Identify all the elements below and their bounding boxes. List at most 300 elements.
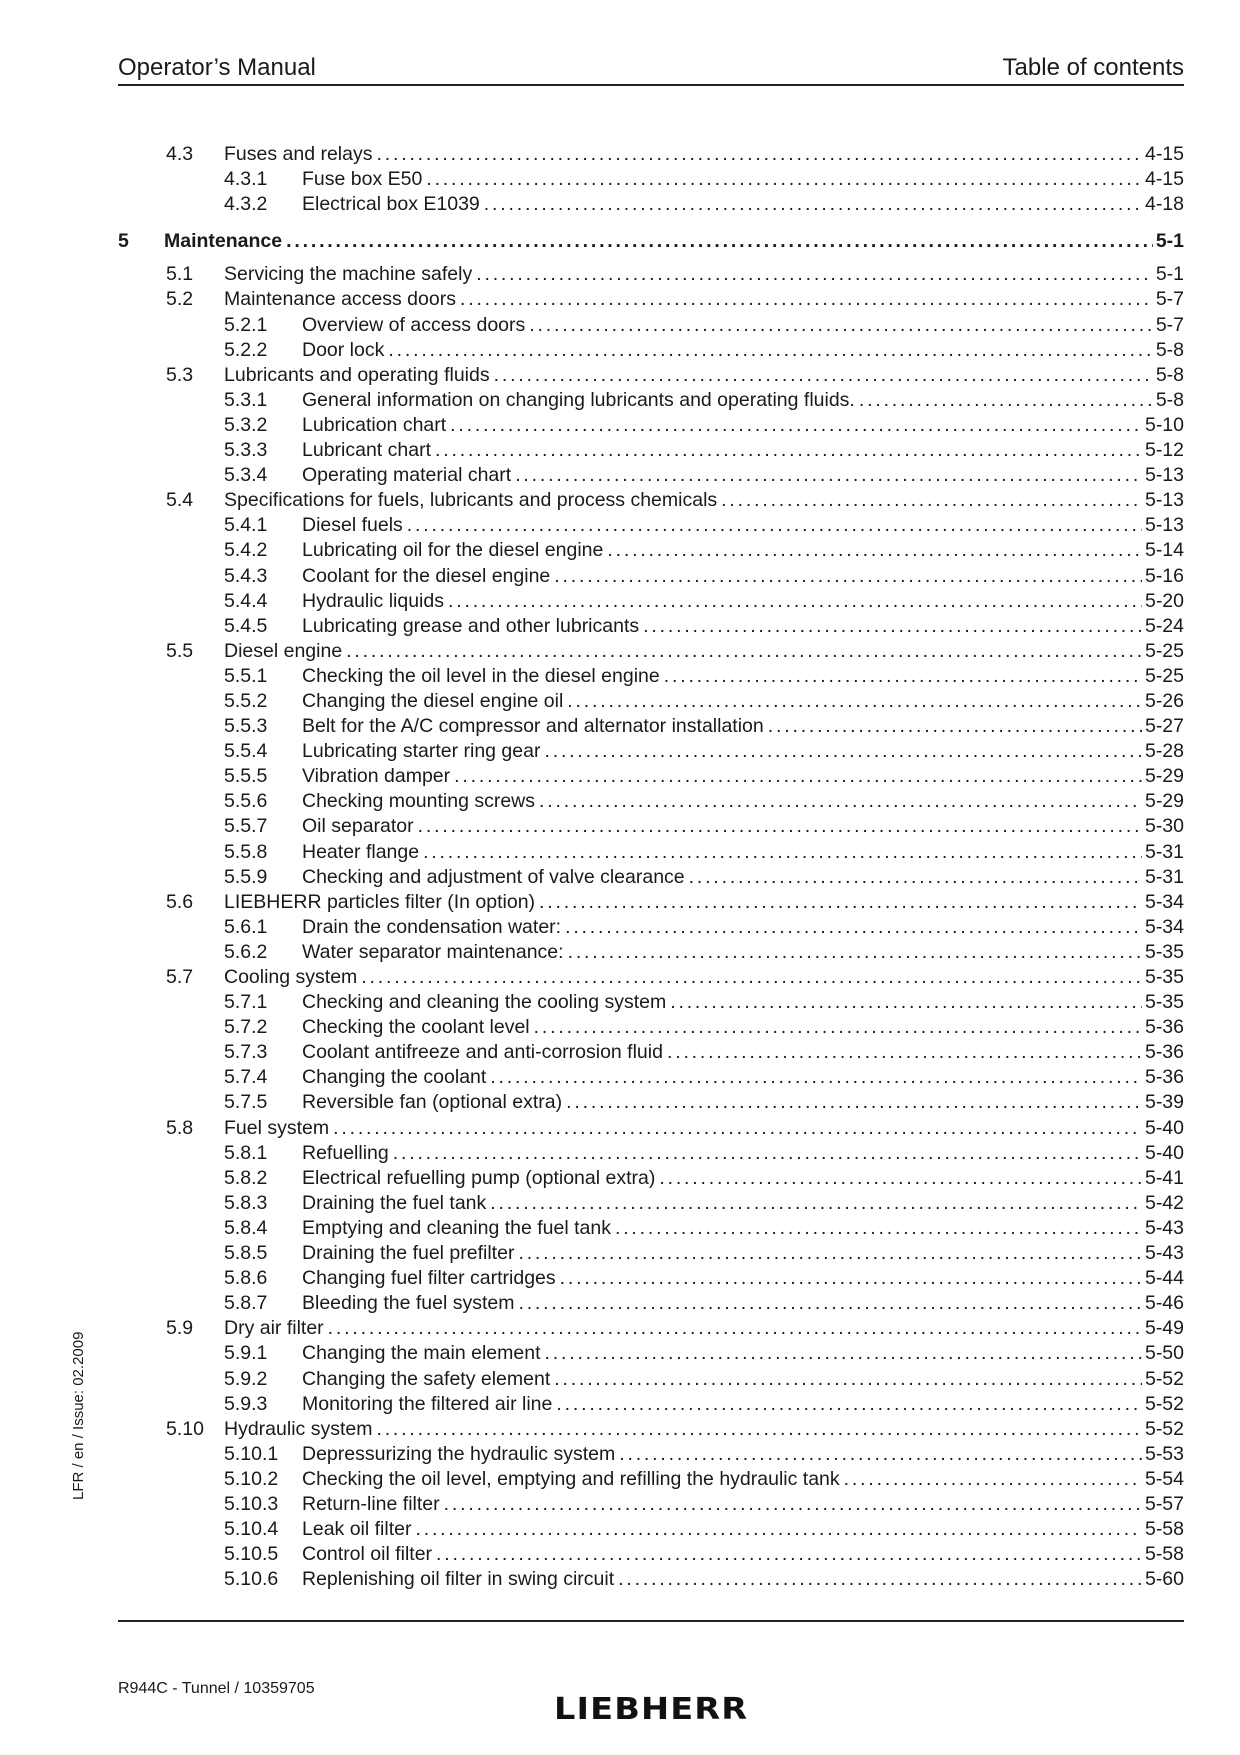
toc-entry-number: 5.9.3	[224, 1392, 268, 1415]
toc-entry-page: 5-8	[1155, 388, 1184, 411]
toc-entry-title: Lubricant chart	[302, 439, 431, 462]
toc-entry-line	[224, 890, 1184, 915]
toc-entry-title: Changing the diesel engine oil	[302, 689, 564, 712]
toc-entry-number: 4.3.1	[224, 168, 268, 191]
toc-entry-page: 5-20	[1144, 589, 1184, 612]
toc-entry-line	[302, 1266, 1184, 1291]
toc-leader-dots	[664, 664, 1142, 689]
toc-entry-line	[302, 664, 1184, 689]
toc-entry-line	[302, 1392, 1184, 1417]
toc-entry-title: General information on changing lubricants and operating fluids.	[302, 388, 855, 411]
toc-entry-page: 5-60	[1144, 1568, 1184, 1591]
toc-entry-number: 5.5.1	[224, 664, 268, 687]
toc-entry[interactable]	[118, 1090, 1184, 1115]
toc-entry-title: Hydraulic system	[224, 1417, 373, 1440]
toc-entry-line	[302, 1567, 1184, 1592]
toc-entry-title: Heater flange	[302, 840, 420, 863]
toc-leader-dots	[407, 513, 1142, 538]
toc-entry-line	[302, 915, 1184, 940]
toc-leader-dots	[619, 1442, 1142, 1467]
toc-entry-number: 5.10	[166, 1417, 204, 1440]
toc-entry-number: 5.4.2	[224, 539, 268, 562]
toc-leader-dots	[490, 1191, 1142, 1216]
toc-entry[interactable]	[118, 287, 1184, 312]
toc-entry-line	[302, 413, 1184, 438]
toc-entry-number: 4.3.2	[224, 193, 268, 216]
toc-entry-line	[302, 1341, 1184, 1366]
toc-entry-line	[224, 142, 1184, 167]
toc-entry-title: Checking the oil level in the diesel engine	[302, 664, 660, 687]
toc-entry[interactable]	[118, 714, 1184, 739]
toc-entry-page: 5-36	[1144, 1066, 1184, 1089]
toc-entry-title: Vibration damper	[302, 765, 451, 788]
toc-leader-dots	[286, 229, 1153, 254]
toc-entry[interactable]	[118, 1392, 1184, 1417]
toc-entry-line	[224, 287, 1184, 312]
toc-leader-dots	[643, 614, 1142, 639]
toc-entry[interactable]	[118, 1417, 1184, 1442]
toc-entry-number: 5.3.4	[224, 464, 268, 487]
toc-entry-page: 5-13	[1144, 489, 1184, 512]
toc-entry-title: Checking and adjustment of valve clearance	[302, 865, 685, 888]
toc-entry-line	[302, 1015, 1184, 1040]
toc-leader-dots	[560, 1266, 1142, 1291]
toc-entry-page: 4-15	[1144, 143, 1184, 165]
toc-leader-dots	[450, 413, 1142, 438]
toc-entry-title: Checking the coolant level	[302, 1016, 530, 1039]
toc-entry[interactable]	[118, 1467, 1184, 1492]
toc-entry-page: 5-43	[1144, 1242, 1184, 1265]
toc-leader-dots	[423, 840, 1142, 865]
toc-entry-title: Draining the fuel prefilter	[302, 1242, 515, 1265]
toc-entry[interactable]	[118, 664, 1184, 689]
toc-entry-page: 5-42	[1144, 1191, 1184, 1214]
toc-entry-page: 5-26	[1144, 689, 1184, 712]
toc-entry-title: Coolant antifreeze and anti-corrosion fluid	[302, 1041, 663, 1064]
toc-entry-number: 5.5.4	[224, 740, 268, 763]
toc-entry[interactable]	[118, 1517, 1184, 1542]
toc-entry-title: Electrical box E1039	[302, 193, 480, 216]
toc-entry-line	[302, 1241, 1184, 1266]
toc-leader-dots	[539, 890, 1142, 915]
toc-entry-number: 5.2	[166, 288, 194, 311]
toc-entry[interactable]	[118, 689, 1184, 714]
toc-entry[interactable]	[118, 338, 1184, 363]
toc-entry-page: 5-58	[1144, 1543, 1184, 1566]
toc-entry-title: Checking the oil level, emptying and refilling the hydraulic tank	[302, 1467, 840, 1490]
toc-entry-page: 5-12	[1144, 439, 1184, 462]
toc-entry-number: 5.7.1	[224, 991, 268, 1014]
toc-entry-title: Coolant for the diesel engine	[302, 564, 551, 587]
toc-entry-page: 5-31	[1144, 840, 1184, 863]
toc-entry-title: Fuse box E50	[302, 168, 423, 191]
toc-entry[interactable]	[118, 814, 1184, 839]
toc-entry[interactable]	[118, 865, 1184, 890]
toc-entry-line	[302, 739, 1184, 764]
toc-entry[interactable]	[118, 1065, 1184, 1090]
toc-entry[interactable]	[118, 840, 1184, 865]
toc-entry-page: 5-14	[1144, 539, 1184, 562]
toc-entry[interactable]	[118, 1367, 1184, 1392]
toc-entry-title: Changing the main element	[302, 1342, 541, 1365]
toc-leader-dots	[566, 1090, 1142, 1115]
toc-entry[interactable]	[118, 614, 1184, 639]
toc-entry[interactable]	[118, 538, 1184, 563]
toc-entry-number: 5.2.2	[224, 338, 268, 361]
toc-entry[interactable]	[118, 1241, 1184, 1266]
toc-entry-title: Drain the condensation water:	[302, 915, 562, 938]
toc-entry-line	[302, 1090, 1184, 1115]
toc-entry-number: 5.6	[166, 890, 194, 913]
toc-entry-page: 5-35	[1144, 991, 1184, 1014]
toc-entry-page: 5-25	[1144, 664, 1184, 687]
toc-entry-number: 5.7.2	[224, 1016, 268, 1039]
toc-entry-line	[302, 714, 1184, 739]
toc-entry-page: 5-53	[1144, 1442, 1184, 1465]
toc-entry[interactable]	[118, 940, 1184, 965]
toc-entry-number: 5.10.1	[224, 1442, 279, 1465]
toc-entry-line	[302, 388, 1184, 413]
toc-entry-title: Maintenance access doors	[224, 288, 456, 311]
toc-entry-page: 5-13	[1144, 464, 1184, 487]
toc-entry-line	[164, 229, 1184, 254]
toc-entry-page: 5-58	[1144, 1518, 1184, 1541]
toc-entry-number: 5.10.6	[224, 1568, 279, 1591]
toc-entry-title: Refuelling	[302, 1141, 389, 1164]
toc-leader-dots	[554, 564, 1142, 589]
toc-entry-title: Changing the safety element	[302, 1367, 551, 1390]
toc-entry-number: 5.10.3	[224, 1492, 279, 1515]
toc-leader-dots	[518, 1241, 1142, 1266]
toc-entry[interactable]	[118, 463, 1184, 488]
toc-entry-title: Replenishing oil filter in swing circuit	[302, 1568, 615, 1591]
toc-entry-line	[302, 1065, 1184, 1090]
toc-entry-title: Reversible fan (optional extra)	[302, 1091, 563, 1114]
toc-entry-title: Maintenance	[164, 230, 283, 253]
toc-leader-dots	[529, 313, 1153, 338]
toc-entry-title: Specifications for fuels, lubricants and process chemicals	[224, 489, 718, 512]
toc-entry-line	[302, 764, 1184, 789]
toc-entry-line	[302, 463, 1184, 488]
toc-entry-line	[302, 1040, 1184, 1065]
toc-entry-number: 5.10.5	[224, 1543, 279, 1566]
toc-entry[interactable]	[118, 1542, 1184, 1567]
toc-entry-number: 5.5.9	[224, 865, 268, 888]
toc-entry-page: 5-1	[1155, 230, 1184, 253]
toc-entry-number: 5.10.4	[224, 1518, 279, 1541]
toc-entry-title: Servicing the machine safely	[224, 263, 473, 286]
toc-entry-page: 5-31	[1144, 865, 1184, 888]
toc-entry-title: Draining the fuel tank	[302, 1191, 487, 1214]
toc-entry[interactable]	[118, 229, 1184, 254]
toc-entry[interactable]	[118, 438, 1184, 463]
toc-leader-dots	[565, 915, 1142, 940]
toc-entry-page: 5-39	[1144, 1091, 1184, 1114]
toc-entry-number: 5.5.2	[224, 689, 268, 712]
toc-entry-page: 5-36	[1144, 1016, 1184, 1039]
toc-entry-line	[224, 1316, 1184, 1341]
toc-entry-line	[302, 865, 1184, 890]
toc-leader-dots	[476, 262, 1153, 287]
toc-entry-page: 5-30	[1144, 815, 1184, 838]
toc-leader-dots	[460, 287, 1153, 312]
toc-entry-title: Checking mounting screws	[302, 790, 536, 813]
footer-divider	[118, 1620, 1184, 1622]
toc-entry-line	[302, 538, 1184, 563]
toc-entry-number: 5.8.3	[224, 1191, 268, 1214]
toc-leader-dots	[435, 438, 1142, 463]
toc-leader-dots	[388, 338, 1152, 363]
toc-entry-number: 5.5.5	[224, 765, 268, 788]
toc-entry[interactable]	[118, 1166, 1184, 1191]
toc-leader-dots	[607, 538, 1142, 563]
toc-entry[interactable]	[118, 1191, 1184, 1216]
toc-entry[interactable]	[118, 262, 1184, 287]
toc-entry-number: 5.4.3	[224, 564, 268, 587]
toc-leader-dots	[518, 1291, 1142, 1316]
toc-entry-title: Changing fuel filter cartridges	[302, 1267, 556, 1290]
toc-entry-title: Belt for the A/C compressor and alternator installation	[302, 715, 764, 738]
toc-leader-dots	[544, 739, 1142, 764]
toc-entry[interactable]	[118, 739, 1184, 764]
toc-leader-dots	[667, 1040, 1142, 1065]
toc-entry-title: Checking and cleaning the cooling system	[302, 991, 667, 1014]
toc-entry[interactable]	[118, 890, 1184, 915]
toc-entry-line	[302, 338, 1184, 363]
toc-entry[interactable]	[118, 639, 1184, 664]
toc-leader-dots	[490, 1065, 1142, 1090]
toc-entry-page: 5-8	[1155, 338, 1184, 361]
toc-leader-dots	[618, 1567, 1142, 1592]
toc-entry[interactable]	[118, 513, 1184, 538]
toc-entry-number: 4.3	[166, 143, 194, 165]
manual-title: Operator’s Manual	[118, 54, 316, 81]
toc-leader-dots	[393, 1141, 1142, 1166]
toc-entry[interactable]	[118, 915, 1184, 940]
toc-entry-title: Dry air filter	[224, 1317, 324, 1340]
toc-entry[interactable]	[118, 1316, 1184, 1341]
toc-entry-title: Monitoring the filtered air line	[302, 1392, 553, 1415]
toc-entry-title: Door lock	[302, 338, 385, 361]
toc-entry[interactable]	[118, 313, 1184, 338]
toc-entry-line	[224, 965, 1184, 990]
toc-entry-number: 5.4	[166, 489, 194, 512]
toc-entry-page: 5-41	[1144, 1166, 1184, 1189]
toc-entry-title: Overview of access doors	[302, 313, 526, 336]
toc-entry[interactable]	[118, 1567, 1184, 1592]
toc-entry[interactable]	[118, 192, 1184, 217]
toc-entry[interactable]	[118, 764, 1184, 789]
toc-entry-number: 5.7.5	[224, 1091, 268, 1114]
toc-entry-line	[302, 1367, 1184, 1392]
toc-entry-number: 5.3	[166, 363, 194, 386]
toc-entry-page: 5-40	[1144, 1116, 1184, 1139]
toc-entry-number: 5.4.1	[224, 514, 268, 537]
toc-entry-page: 4-15	[1144, 168, 1184, 191]
toc-entry-number: 5.9.1	[224, 1342, 268, 1365]
toc-entry-page: 5-52	[1144, 1367, 1184, 1390]
toc-entry-number: 5.8.2	[224, 1166, 268, 1189]
toc-entry-page: 5-52	[1144, 1417, 1184, 1440]
toc-leader-dots	[484, 192, 1142, 217]
toc-leader-dots	[333, 1116, 1142, 1141]
toc-entry-line	[224, 262, 1184, 287]
toc-entry-title: Lubricating starter ring gear	[302, 740, 541, 763]
toc-entry-number: 5.6.1	[224, 915, 268, 938]
toc-entry-line	[302, 1442, 1184, 1467]
toc-entry-page: 5-8	[1155, 363, 1184, 386]
toc-entry-line	[302, 589, 1184, 614]
toc-leader-dots	[545, 1341, 1142, 1366]
toc-entry-page: 5-13	[1144, 514, 1184, 537]
toc-entry-line	[302, 689, 1184, 714]
toc-entry-number: 5.8.4	[224, 1216, 268, 1239]
toc-leader-dots	[444, 1492, 1142, 1517]
toc-entry-line	[302, 1492, 1184, 1517]
toc-entry[interactable]	[118, 1015, 1184, 1040]
toc-leader-dots	[844, 1467, 1142, 1492]
toc-leader-dots	[376, 1417, 1142, 1442]
toc-entry[interactable]	[118, 1291, 1184, 1316]
toc-entry-page: 5-40	[1144, 1141, 1184, 1164]
toc-entry-number: 5.7.3	[224, 1041, 268, 1064]
toc-leader-dots	[859, 388, 1153, 413]
toc-leader-dots	[494, 363, 1153, 388]
toc-entry-page: 5-24	[1144, 614, 1184, 637]
toc-entry-line	[224, 1417, 1184, 1442]
toc-entry-title: Oil separator	[302, 815, 414, 838]
toc-entry-line	[302, 438, 1184, 463]
toc-entry-number: 5.8.7	[224, 1292, 268, 1315]
toc-entry-line	[302, 614, 1184, 639]
toc-entry-number: 5.3.2	[224, 413, 268, 436]
toc-entry-number: 5.8.1	[224, 1141, 268, 1164]
toc-entry-title: Electrical refuelling pump (optional extra)	[302, 1166, 656, 1189]
toc-leader-dots	[515, 463, 1142, 488]
toc-entry[interactable]	[118, 564, 1184, 589]
table-of-contents	[118, 142, 1184, 1592]
toc-leader-dots	[448, 589, 1142, 614]
toc-entry-page: 5-16	[1144, 564, 1184, 587]
toc-entry[interactable]	[118, 1116, 1184, 1141]
toc-entry[interactable]	[118, 990, 1184, 1015]
toc-entry-page: 5-29	[1144, 765, 1184, 788]
toc-entry-number: 5.8.5	[224, 1242, 268, 1265]
toc-entry-page: 5-7	[1155, 288, 1184, 311]
toc-leader-dots	[539, 789, 1142, 814]
toc-entry-title: LIEBHERR particles filter (In option)	[224, 890, 536, 913]
toc-entry-page: 5-50	[1144, 1342, 1184, 1365]
toc-leader-dots	[534, 1015, 1142, 1040]
toc-entry-line	[224, 639, 1184, 664]
toc-entry[interactable]	[118, 363, 1184, 388]
toc-entry-line	[302, 192, 1184, 217]
toc-entry-number: 5.9	[166, 1317, 194, 1340]
toc-entry-line	[302, 789, 1184, 814]
toc-entry-number: 5.4.5	[224, 614, 268, 637]
toc-entry-line	[302, 814, 1184, 839]
toc-entry-number: 5.1	[166, 263, 194, 286]
toc-entry[interactable]	[118, 413, 1184, 438]
toc-entry-line	[302, 1542, 1184, 1567]
toc-entry-page: 5-43	[1144, 1216, 1184, 1239]
toc-entry-title: Changing the coolant	[302, 1066, 487, 1089]
toc-entry-line	[302, 167, 1184, 192]
toc-entry-number: 5.4.4	[224, 589, 268, 612]
toc-entry-page: 5-54	[1144, 1467, 1184, 1490]
toc-leader-dots	[567, 689, 1142, 714]
toc-entry-number: 5.3.1	[224, 388, 268, 411]
toc-entry-title: Lubrication chart	[302, 413, 447, 436]
toc-entry-number: 5.7	[166, 966, 194, 988]
toc-entry-number: 5.7.4	[224, 1066, 268, 1089]
toc-entry-line	[302, 1191, 1184, 1216]
toc-entry-number: 5.5.7	[224, 815, 268, 838]
toc-entry-title: Diesel engine	[224, 639, 343, 662]
toc-leader-dots	[768, 714, 1142, 739]
toc-entry[interactable]	[118, 1141, 1184, 1166]
toc-entry-number: 5.2.1	[224, 313, 268, 336]
toc-entry-page: 5-36	[1144, 1041, 1184, 1064]
toc-entry[interactable]	[118, 1040, 1184, 1065]
toc-leader-dots	[361, 965, 1142, 990]
toc-entry-number: 5.5	[166, 639, 194, 662]
toc-leader-dots	[721, 488, 1142, 513]
toc-entry[interactable]	[118, 167, 1184, 192]
toc-entry-page: 5-35	[1144, 966, 1184, 988]
toc-entry-line	[224, 488, 1184, 513]
toc-entry-number: 5.3.3	[224, 439, 268, 462]
toc-entry-title: Diesel fuels	[302, 514, 403, 537]
toc-entry-title: Return-line filter	[302, 1492, 440, 1515]
toc-entry-line	[224, 1116, 1184, 1141]
toc-entry[interactable]	[118, 1341, 1184, 1366]
toc-entry-number: 5.6.2	[224, 940, 268, 963]
toc-entry-line	[224, 363, 1184, 388]
toc-entry-number: 5.8.6	[224, 1267, 268, 1290]
toc-entry[interactable]	[118, 789, 1184, 814]
toc-leader-dots	[568, 940, 1142, 965]
toc-entry[interactable]	[118, 1492, 1184, 1517]
toc-entry-page: 5-28	[1144, 740, 1184, 763]
toc-entry-title: Leak oil filter	[302, 1518, 412, 1541]
toc-entry[interactable]	[118, 965, 1184, 990]
toc-leader-dots	[426, 167, 1142, 192]
toc-entry-number: 5.5.8	[224, 840, 268, 863]
toc-entry-page: 5-57	[1144, 1492, 1184, 1515]
toc-entry-line	[302, 313, 1184, 338]
toc-entry-page: 4-18	[1144, 193, 1184, 216]
toc-entry[interactable]	[118, 1216, 1184, 1241]
toc-entry-line	[302, 1517, 1184, 1542]
toc-entry-number: 5.5.3	[224, 715, 268, 738]
toc-entry[interactable]	[118, 142, 1184, 167]
toc-entry-page: 5-1	[1155, 263, 1184, 286]
toc-entry[interactable]	[118, 1442, 1184, 1467]
toc-entry[interactable]	[118, 388, 1184, 413]
toc-leader-dots	[615, 1216, 1142, 1241]
toc-entry[interactable]	[118, 589, 1184, 614]
toc-entry[interactable]	[118, 1266, 1184, 1291]
toc-entry-page: 5-7	[1155, 313, 1184, 336]
document-id: R944C - Tunnel / 10359705	[118, 1680, 315, 1697]
section-title: Table of contents	[1002, 54, 1184, 81]
toc-entry[interactable]	[118, 488, 1184, 513]
toc-leader-dots	[346, 639, 1142, 664]
page-header	[118, 54, 1184, 86]
toc-entry-title: Emptying and cleaning the fuel tank	[302, 1216, 611, 1239]
toc-entry-line	[302, 1467, 1184, 1492]
